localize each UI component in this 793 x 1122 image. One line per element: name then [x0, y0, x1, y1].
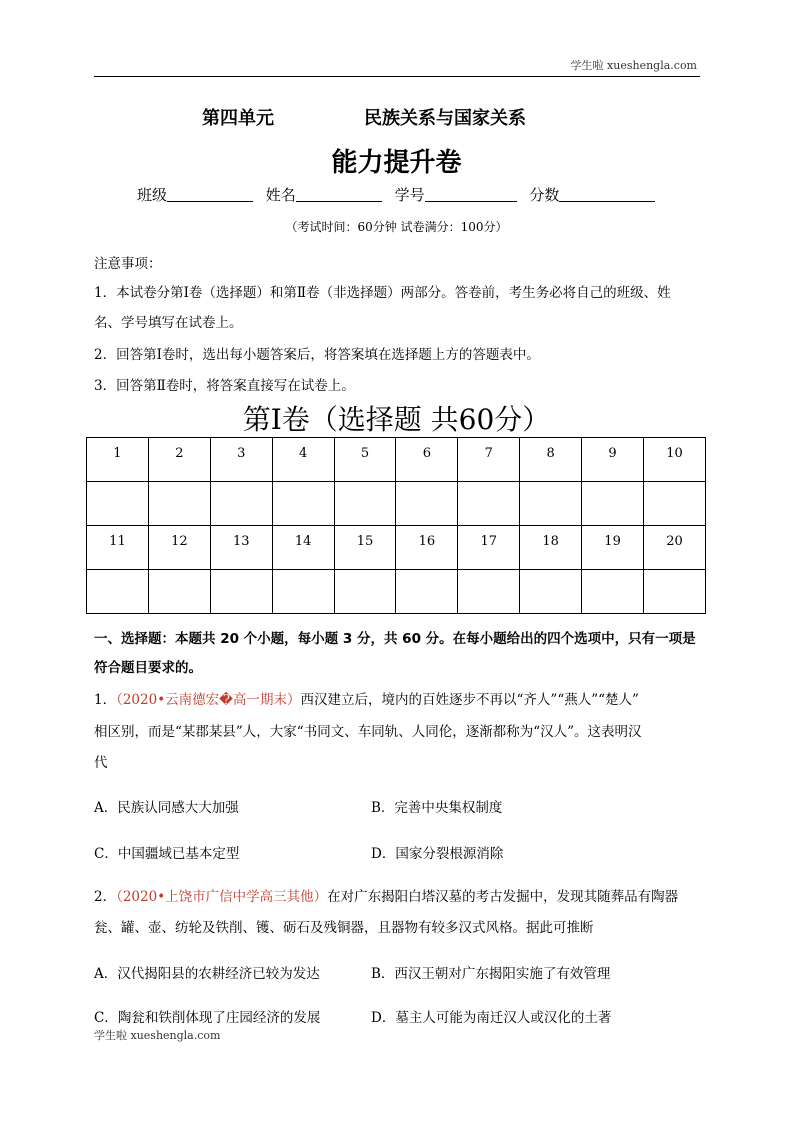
q2-option-a[interactable]: A．汉代揭阳县的农耕经济已较为发达: [94, 966, 320, 982]
question-number-cell: 10: [644, 438, 706, 482]
question-number-cell: 18: [520, 526, 582, 570]
question-number-cell: 15: [334, 526, 396, 570]
answer-cell[interactable]: [148, 570, 210, 614]
question-1: [94, 688, 639, 708]
note-line-1b: 名、学号填写在试卷上。: [94, 315, 243, 331]
unit-topic: 民族关系与国家关系: [364, 108, 526, 129]
answer-cell[interactable]: [148, 482, 210, 526]
answer-cell[interactable]: [520, 482, 582, 526]
answer-cell[interactable]: [210, 570, 272, 614]
student-id-field[interactable]: [425, 187, 517, 202]
question-number-cell: 2: [148, 438, 210, 482]
score-label: 分数: [529, 186, 560, 204]
question-number-cell: 6: [396, 438, 458, 482]
question-1-text-cont: 相区别，而是“某郡某县”人，大家“书同文、车同轨、人同伦，逐渐都称为“汉人”。这表明汉: [94, 724, 642, 740]
answer-table: [86, 437, 706, 614]
answer-cell[interactable]: [644, 570, 706, 614]
question-source: （2020•云南德宏�高一期末）: [116, 692, 301, 708]
note-line-2: 2．回答第Ⅰ卷时，选出每小题答案后，将答案填在选择题上方的答题表中。: [94, 347, 540, 363]
q1-option-c[interactable]: C．中国疆域已基本定型: [94, 846, 240, 862]
id-label: 学号: [394, 186, 425, 204]
student-fields: [137, 184, 663, 205]
answer-cell[interactable]: [582, 482, 644, 526]
question-source: （2020•上饶市广信中学高三其他）: [116, 889, 328, 905]
class-field[interactable]: [167, 187, 253, 202]
q2-option-b[interactable]: B．西汉王朝对广东揭阳实施了有效管理: [371, 966, 611, 982]
question-number-cell: 9: [582, 438, 644, 482]
notes-heading: 注意事项：: [94, 256, 162, 272]
question-number-cell: 12: [148, 526, 210, 570]
page-title: 能力提升卷: [331, 148, 462, 178]
q1-option-d[interactable]: D．国家分裂根源消除: [371, 846, 504, 862]
question-number-cell: 13: [210, 526, 272, 570]
question-number-cell: 3: [210, 438, 272, 482]
answer-cell[interactable]: [210, 482, 272, 526]
q2-option-d[interactable]: D．墓主人可能为南迁汉人或汉化的土著: [371, 1010, 612, 1026]
answer-cell[interactable]: [458, 570, 520, 614]
question-number-cell: 19: [582, 526, 644, 570]
answer-table-row: [87, 438, 706, 482]
question-2: [94, 885, 678, 905]
score-field[interactable]: [559, 187, 655, 202]
answer-table-row: [87, 526, 706, 570]
answer-cell[interactable]: [396, 570, 458, 614]
header-site: 学生啦 xueshengla.com: [570, 59, 697, 72]
exam-info: （考试时间：60分钟 试卷满分：100分）: [285, 220, 508, 234]
q1-option-b[interactable]: B．完善中央集权制度: [371, 800, 503, 816]
unit-label: 第四单元: [202, 108, 274, 129]
question-number-cell: 8: [520, 438, 582, 482]
question-number-cell: 1: [87, 438, 149, 482]
question-number-cell: 11: [87, 526, 149, 570]
answer-cell[interactable]: [458, 482, 520, 526]
question-number-cell: 5: [334, 438, 396, 482]
note-line-3: 3．回答第Ⅱ卷时，将答案直接写在试卷上。: [94, 378, 355, 394]
name-field[interactable]: [296, 187, 382, 202]
answer-cell[interactable]: [396, 482, 458, 526]
question-number-cell: 16: [396, 526, 458, 570]
question-text: 在对广东揭阳白塔汉墓的考古发掘中，发现其随葬品有陶器: [327, 889, 679, 905]
answer-table-row: [87, 570, 706, 614]
question-number-cell: 20: [644, 526, 706, 570]
answer-cell[interactable]: [334, 570, 396, 614]
answer-cell[interactable]: [644, 482, 706, 526]
note-line-1a: 1．本试卷分第Ⅰ卷（选择题）和第Ⅱ卷（非选择题）两部分。答卷前，考生务必将自己的班级、姓: [94, 285, 671, 301]
footer-site: 学生啦 xueshengla.com: [94, 1029, 221, 1042]
question-number-cell: 17: [458, 526, 520, 570]
section-title: 第Ⅰ卷（选择题 共60分）: [242, 403, 551, 436]
q2-option-c[interactable]: C．陶瓮和铁削体现了庄园经济的发展: [94, 1010, 321, 1026]
question-text: 西汉建立后，境内的百姓逐步不再以“齐人”“燕人”“楚人”: [300, 692, 639, 708]
name-label: 姓名: [265, 186, 296, 204]
question-number-cell: 7: [458, 438, 520, 482]
answer-cell[interactable]: [87, 482, 149, 526]
part1-heading: 一、选择题：本题共 20 个小题，每小题 3 分，共 60 分。在每小题给出的四个选项中，只有一项是: [94, 631, 696, 647]
part1-heading-cont: 符合题目要求的。: [94, 660, 202, 676]
question-number-cell: 4: [272, 438, 334, 482]
answer-cell[interactable]: [334, 482, 396, 526]
question-number: 2．: [94, 889, 117, 905]
header-divider: [94, 76, 700, 77]
question-2-text-cont: 瓮、罐、壶、纺轮及铁削、镬、砺石及残铜器，且器物有较多汉式风格。据此可推断: [94, 920, 594, 936]
question-number: 1．: [94, 692, 117, 708]
q1-option-a[interactable]: A．民族认同感大大加强: [94, 800, 239, 816]
answer-table-row: [87, 482, 706, 526]
question-1-text-end: 代: [94, 755, 108, 771]
answer-cell[interactable]: [272, 570, 334, 614]
question-number-cell: 14: [272, 526, 334, 570]
class-label: 班级: [137, 186, 168, 204]
answer-cell[interactable]: [520, 570, 582, 614]
answer-cell[interactable]: [87, 570, 149, 614]
answer-cell[interactable]: [272, 482, 334, 526]
answer-cell[interactable]: [582, 570, 644, 614]
